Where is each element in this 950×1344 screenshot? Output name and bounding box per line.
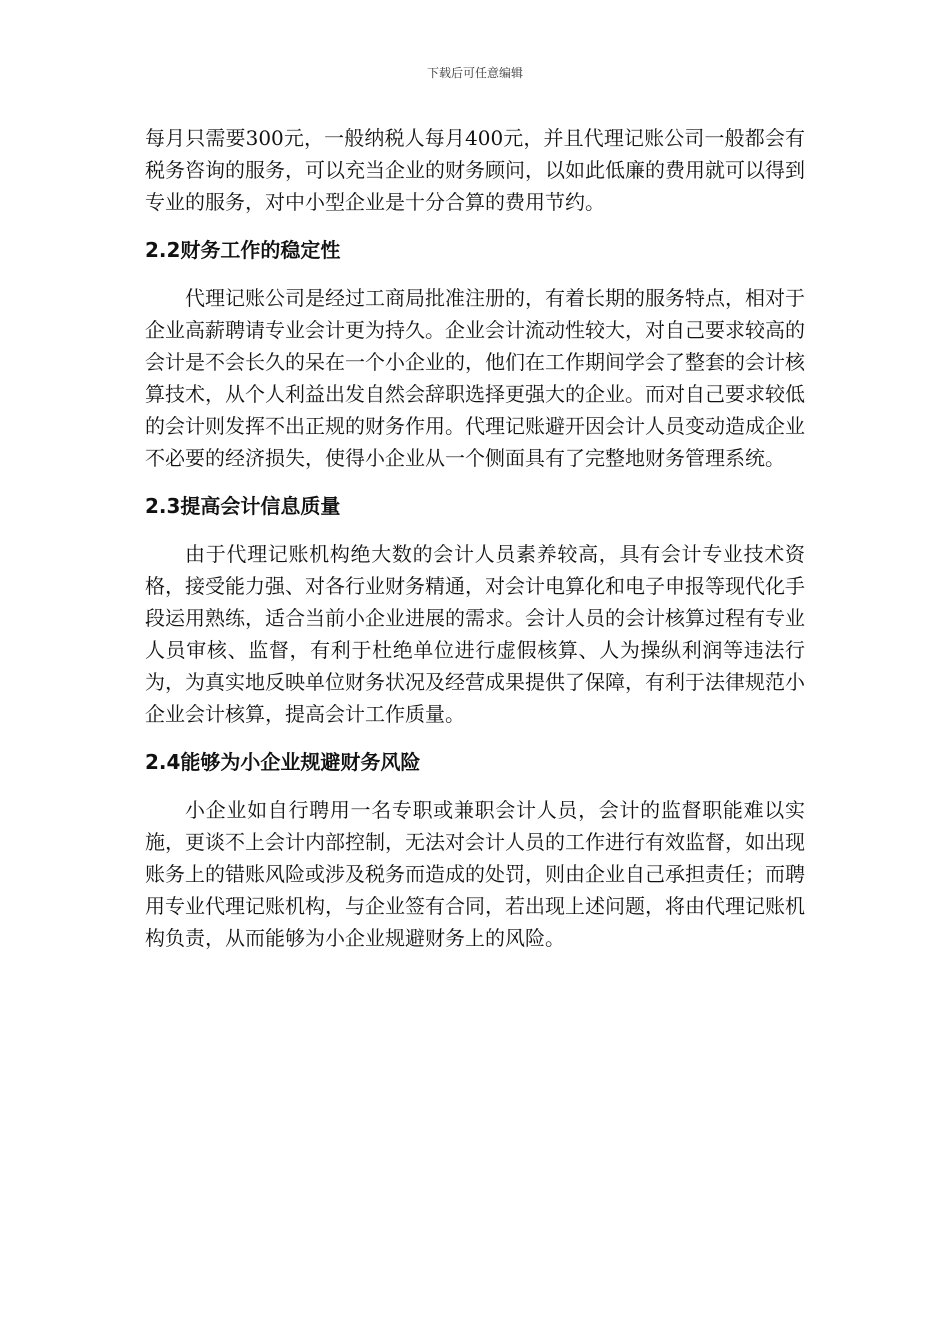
section-heading-2-3: 2.3提高会计信息质量 [145,494,341,518]
section-paragraph-2-4: 小企业如自行聘用一名专职或兼职会计人员，会计的监督职能难以实施，更谈不上会计内部控制，无法对会计人员的工作进行有效监督，如出现账务上的错账风险或涉及税务而造成的处罚，则由企业自己承担责任；而聘用专业代理记账机构，与企业签有合同，若出现上述问题，将由代理记账机构负责，从而能够为小企业规避财务上的风险。 [145,798,805,950]
section-paragraph-2-3: 由于代理记账机构绝大数的会计人员素养较高，具有会计专业技术资格，接受能力强、对各行业财务精通，对会计电算化和电子申报等现代化手段运用熟练，适合当前小企业进展的需求。会计人员的会计核算过程有专业人员审核、监督，有利于杜绝单位进行虚假核算、人为操纵利润等违法行为，为真实地反映单位财务状况及经营成果提供了保障，有利于法律规范小企业会计核算，提高会计工作质量。 [145,542,805,726]
page-header-note: 下载后可任意编辑 [426,66,523,80]
section-heading-2-4: 2.4能够为小企业规避财务风险 [145,750,421,774]
section-paragraph-2-2: 代理记账公司是经过工商局批准注册的，有着长期的服务特点，相对于企业高薪聘请专业会计更为持久。企业会计流动性较大，对自己要求较高的会计是不会长久的呆在一个小企业的，他们在工作期间学会了整套的会计核算技术，从个人利益出发自然会辞职选择更强大的企业。而对自己要求较低的会计则发挥不出正规的财务作用。代理记账避开因会计人员变动造成企业不必要的经济损失，使得小企业从一个侧面具有了完整地财务管理系统。 [145,286,805,470]
document-body [145,122,805,954]
intro-paragraph: 每月只需要300元，一般纳税人每月400元，并且代理记账公司一般都会有税务咨询的服务，可以充当企业的财务顾问，以如此低廉的费用就可以得到专业的服务，对中小型企业是十分合算的费用节约。 [145,126,805,214]
section-heading-2-2: 2.2财务工作的稳定性 [145,238,341,262]
